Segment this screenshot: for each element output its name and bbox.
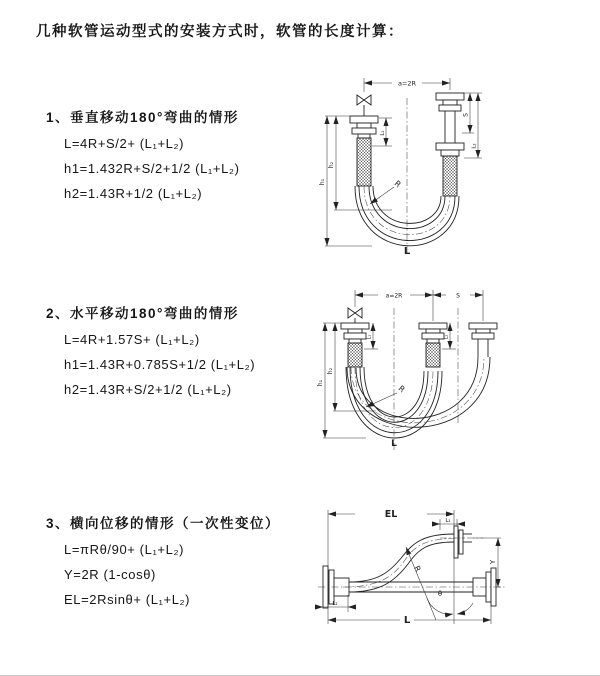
formula-s1-h1: h1=1.432R+S/2+1/2 (L₁+L₂) (64, 161, 240, 176)
formula-s2-h1: h1=1.43R+0.785S+1/2 (L₁+L₂) (64, 357, 256, 372)
d3-dim-el: EL (384, 509, 398, 520)
formula-s2-h2: h2=1.43R+S/2+1/2 (L₁+L₂) (64, 382, 232, 397)
d1-left-fitting (350, 116, 378, 186)
section-lateral-displacement (46, 512, 316, 607)
d3-dim-l1: L₁ (445, 518, 451, 524)
d2-dim-l: L (391, 439, 397, 449)
d2-middle-fitting (419, 323, 447, 367)
formula-s1-l: L=4R+S/2+ (L₁+L₂) (64, 136, 185, 151)
d3-dim-y: Y (489, 559, 497, 565)
d2-dim-a2r: a=2R (385, 292, 403, 300)
formula-s3-el: EL=2Rsinθ+ (L₁+L₂) (64, 592, 191, 607)
d2-right-fitting (469, 323, 497, 357)
d3-dim-theta: θ (437, 590, 443, 598)
d1-dim-s: S (462, 113, 470, 117)
section-3-heading: 3、横向位移的情形（一次性变位） (46, 516, 281, 531)
section-1-heading: 1、垂直移动180°弯曲的情形 (46, 110, 239, 125)
d3-dim-r: R (411, 564, 423, 574)
valve-icon (348, 308, 362, 323)
section-horizontal-bend (46, 302, 316, 397)
diagram-lateral-displacement (315, 502, 525, 632)
d1-dim-a2r: a=2R (397, 79, 417, 88)
d1-dim-h1: h₁ (319, 178, 326, 186)
d1-dim-l: L (403, 246, 411, 257)
d1-dim-h2: h₂ (328, 161, 335, 169)
page-title: 几种软管运动型式的安装方式时，软管的长度计算： (36, 24, 404, 40)
d3-upper-flange (454, 526, 472, 558)
formula-s2-l: L=4R+1.57S+ (L₁+L₂) (64, 332, 200, 347)
d2-left-fitting (341, 323, 369, 367)
d1-dim-l1: L₁ (380, 130, 386, 136)
diagram-vertical-180-bend (312, 70, 584, 258)
d2-dim-r: R (396, 383, 407, 395)
section-2-heading: 2、水平移动180°弯曲的情形 (46, 306, 239, 321)
d2-dim-s: S (456, 292, 460, 300)
formula-s3-y: Y=2R (1-cosθ) (64, 567, 156, 582)
d1-dim-r: R (392, 178, 403, 190)
d1-right-fitting (436, 93, 464, 196)
d3-dim-l: L (403, 615, 411, 626)
d2-dim-l2: L₂ (443, 334, 450, 340)
d2-dim-l1: L₁ (366, 334, 373, 340)
formula-s3-l: L=πRθ/90+ (L₁+L₂) (64, 542, 185, 557)
d2-dim-h1: h₁ (317, 379, 324, 387)
d3-dim-l2: L₂ (332, 601, 338, 607)
d1-dim-l2: L₂ (471, 143, 478, 149)
section-vertical-bend (46, 106, 316, 201)
formula-s1-h2: h2=1.43R+1/2 (L₁+L₂) (64, 186, 203, 201)
diagram-horizontal-180-bend (306, 283, 591, 458)
valve-icon (357, 95, 371, 116)
d2-dim-h2: h₂ (327, 367, 334, 375)
